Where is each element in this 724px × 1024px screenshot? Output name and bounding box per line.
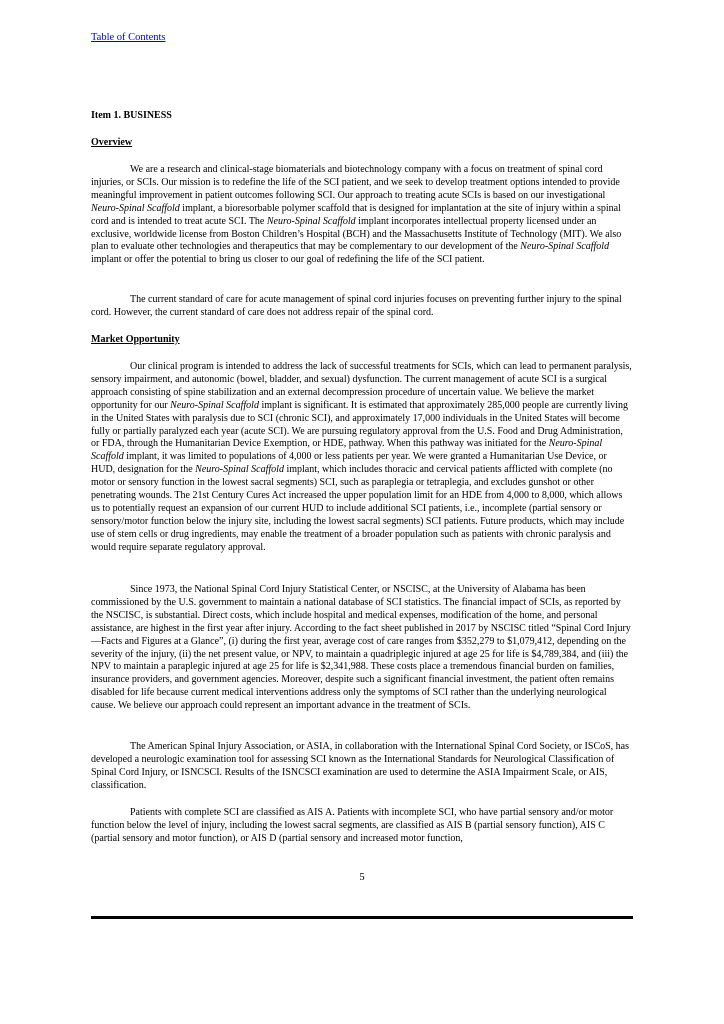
market-paragraph-1: Our clinical program is intended to address the lack of successful treatments for SCIs, which can lead to permanent paralysis, sensory impairment, and autonomic (bowel, bladder, and sexual) dysfunction. The current management of acute SCI is a surgical approach consisting of spine stabilization and an external decompression procedure of uncertain value. We believe the market opportunity for our Neuro-Spinal Scaffold implant is significant. It is estimated that approximately 285,000 people are currently living in the United States with paralysis due to SCI (chronic SCI), and approximately 17,000 individuals in the United States will become fully or partially paralyzed each year (acute SCI). We are pursuing regulatory approval from the U.S. Food and Drug Administration, or FDA, through the Humanitarian Device Exemption, or HDE, pathway. When this pathway was initiated for the Neuro-Spinal Scaffold implant, it was limited to populations of 4,000 or less patients per year. We were granted a Humanitarian Use Device, or HUD, designation for the Neuro-Spinal Scaffold implant, which includes thoracic and cervical patients afflicted with complete (no motor or sensory function in the lowest sacral segments) SCI, such as paraplegia or tetraplegia, and excludes gunshot or other penetrating wounds. The 21st Century Cures Act increased the upper population limit for an HDE from 4,000 to 8,000, which allows us to potentially request an expansion of our current HUD to include additional SCI patients, i.e., incomplete (partial sensory or sensory/motor function below the injury site, including the lowest sacral segments) SCI patients. Future products, which may include use of stem cells or drug ingredients, may enable the treatment of a broader population such as patients with chronic paralysis and would require separate regulatory approval.	[91, 361, 632, 553]
item-heading: Item 1. BUSINESS	[91, 110, 172, 121]
table-of-contents-link[interactable]: Table of Contents	[91, 32, 166, 43]
footer-rule	[91, 916, 633, 919]
overview-heading: Overview	[91, 137, 133, 148]
market-opportunity-heading: Market Opportunity	[91, 334, 180, 345]
market-paragraph-4: Patients with complete SCI are classified as AIS A. Patients with incomplete SCI, who have partial sensory and/or motor function below the level of injury, including the lowest sacral segments, are classified as AIS B (partial sensory function), AIS C (partial sensory and motor function), or AIS D (partial sensory and increased motor function,	[91, 807, 614, 844]
overview-paragraph-1: We are a research and clinical-stage biomaterials and biotechnology company with a focus on treatment of spinal cord injuries, or SCIs. Our mission is to redefine the life of the SCI patient, and we seek to develop treatment options intended to provide meaningful improvement in patient outcomes following SCI. Our approach to treating acute SCIs is based on our investigational Neuro-Spinal Scaffold implant, a bioresorbable polymer scaffold that is designed for implantation at the site of injury within a spinal cord and is intended to treat acute SCI. The Neuro-Spinal Scaffold implant incorporates intellectual property licensed under an exclusive, worldwide license from Boston Children’s Hospital (BCH) and the Massachusetts Institute of Technology (MIT). We also plan to evaluate other technologies and therapeutics that may be complementary to our development of the Neuro-Spinal Scaffold implant or offer the potential to bring us closer to our goal of redefining the life of the SCI patient.	[91, 164, 622, 266]
market-paragraph-3: The American Spinal Injury Association, or ASIA, in collaboration with the International Spinal Cord Society, or ISCoS, has developed a neurologic examination tool for assessing SCI known as the International Standards for Neurological Classification of Spinal Cord Injury, or ISNCSCI. Results of the ISNCSCI examination are used to determine the ASIA Impairment Scale, or AIS, classification.	[91, 741, 629, 791]
market-paragraph-2: Since 1973, the National Spinal Cord Injury Statistical Center, or NSCISC, at the University of Alabama has been commissioned by the U.S. government to maintain a national database of SCI statistics. The financial impact of SCIs, as reported by the NSCISC, is substantial. Direct costs, which include hospital and medical expenses, modification of the home, and personal assistance, are highest in the first year after injury. According to the fact sheet published in 2017 by NSCISC titled “Spinal Cord Injury—Facts and Figures at a Glance”, (i) during the first year, average cost of care ranges from $352,279 to $1,079,412, depending on the severity of the injury, (ii) the net present value, or NPV, to maintain a quadriplegic injured at age 25 for life is $4,789,384, and (iii) the NPV to maintain a paraplegic injured at age 25 for life is $2,341,988. These costs place a tremendous financial burden on families, insurance providers, and government agencies. Moreover, despite such a significant financial investment, the patient often remains disabled for life because current medical interventions address only the symptoms of SCI rather than the underlying neurological cause. We believe our approach could represent an important advance in the treatment of SCIs.	[91, 584, 631, 712]
overview-paragraph-2: The current standard of care for acute management of spinal cord injuries focuses on preventing further injury to the spinal cord. However, the current standard of care does not address repair of the spinal cord.	[91, 294, 622, 318]
page-number: 5	[359, 872, 365, 883]
